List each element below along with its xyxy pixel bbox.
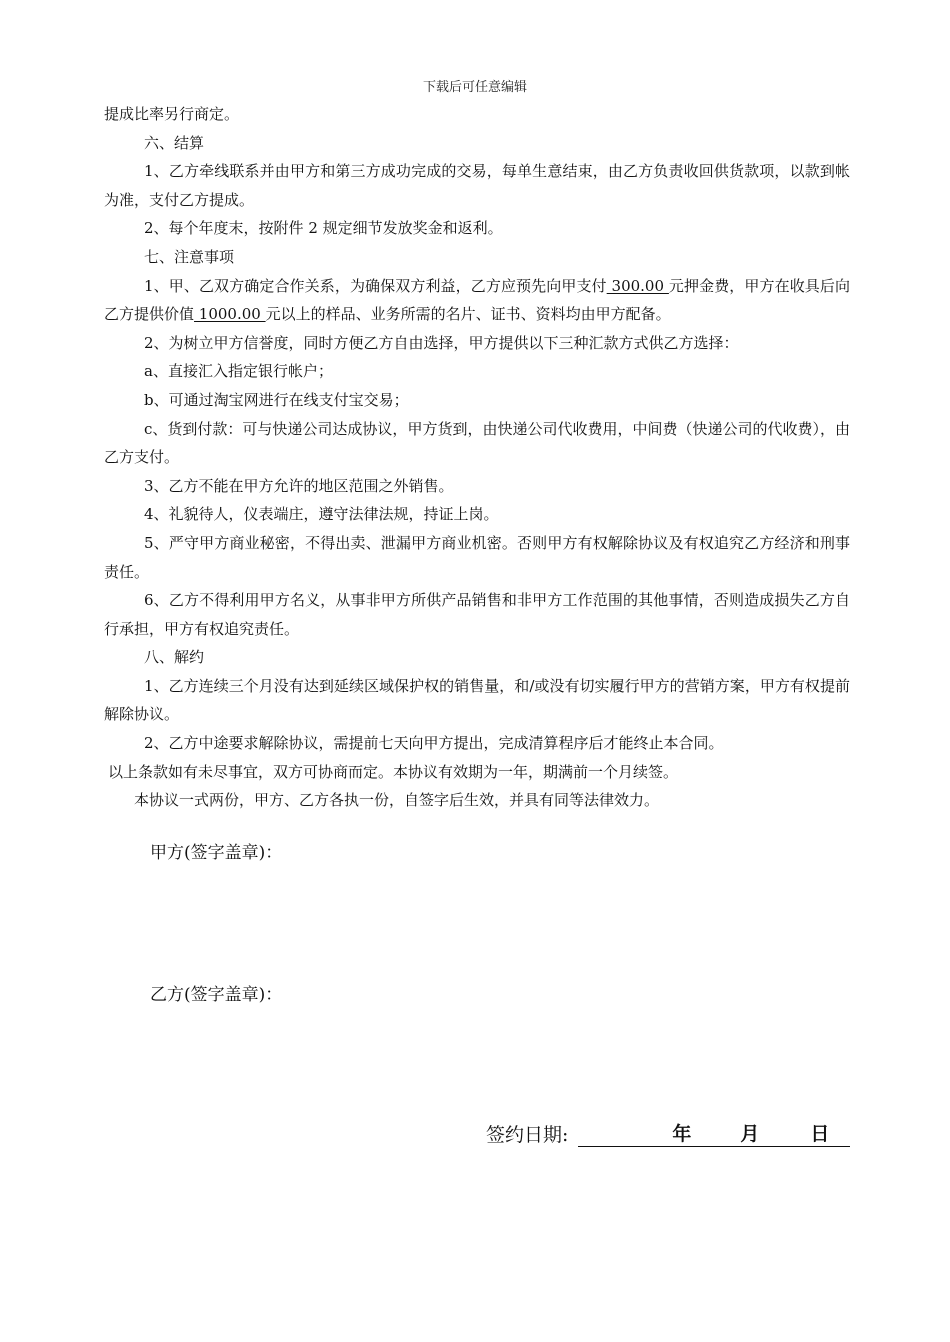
date-month-label: 月 [740, 1123, 760, 1145]
page-header: 下载后可任意编辑 [422, 80, 527, 95]
section-heading-settlement: 六、结算 [144, 133, 205, 152]
closing-paragraph-validity: 以上条款如有未尽事宜，双方可协商而定。本协议有效期为一年，期满前一个月续签。 [108, 762, 679, 781]
sample-value-amount: 1000.00 [194, 305, 266, 324]
clause-settlement-1: 1、乙方牵线联系并由甲方和第三方成功完成的交易，每单生意结束，由乙方负责收回供货款项，以款到帐为准，支付乙方提成。 [104, 162, 850, 209]
payment-option-b: b、可通过淘宝网进行在线支付宝交易； [144, 390, 409, 409]
clause-termination-1: 1、乙方连续三个月没有达到延续区域保护权的销售量，和/或没有切实履行甲方的营销方案，甲方有权提前解除协议。 [104, 676, 850, 724]
clause-notes-5: 5、严守甲方商业秘密，不得出卖、泄漏甲方商业机密。否则甲方有权解除协议及有权追究乙方经济和刑事责任。 [104, 533, 850, 581]
clause-notes-1-text-a: 1、甲、乙双方确定合作关系，为确保双方利益，乙方应预先向甲支付 [144, 276, 607, 295]
payment-option-c: c、货到付款：可与快递公司达成协议，甲方货到，由快递公司代收费用，中间费（快递公司的代收费），由乙方支付。 [104, 419, 850, 467]
clause-termination-2: 2、乙方中途要求解除协议，需提前七天向甲方提出，完成清算程序后才能终止本合同。 [144, 734, 724, 753]
deposit-amount: 300.00 [606, 276, 669, 295]
section-heading-termination: 八、解约 [144, 648, 205, 667]
clause-notes-6: 6、乙方不得利用甲方名义，从事非甲方所供产品销售和非甲方工作范围的其他事情，否则造成损失乙方自行承担，甲方有权追究责任。 [104, 591, 850, 638]
contract-body [104, 100, 850, 815]
signing-date-label: 签约日期: [486, 1124, 569, 1146]
date-year-label: 年 [672, 1123, 692, 1145]
clause-notes-2: 2、为树立甲方信誉度，同时方便乙方自由选择，甲方提供以下三种汇款方式供乙方选择： [144, 333, 739, 352]
clause-settlement-2: 2、每个年度末，按附件 2 规定细节发放奖金和返利。 [144, 219, 503, 238]
payment-option-a: a、直接汇入指定银行帐户； [144, 362, 333, 381]
paragraph-commission-note: 提成比率另行商定。 [104, 105, 240, 123]
date-day-label: 日 [810, 1123, 830, 1145]
clause-notes-3: 3、乙方不能在甲方允许的地区范围之外销售。 [144, 476, 454, 495]
signing-date-field [578, 1122, 850, 1147]
clause-notes-4: 4、礼貌待人，仪表端庄，遵守法律法规，持证上岗。 [144, 505, 499, 524]
party-b-signature-label: 乙方(签字盖章)： [150, 985, 283, 1005]
clause-notes-1 [104, 272, 850, 329]
section-heading-notes: 七、注意事项 [144, 247, 235, 266]
party-a-signature-label: 甲方(签字盖章)： [150, 843, 283, 863]
closing-paragraph-copies: 本协议一式两份，甲方、乙方各执一份，自签字后生效，并具有同等法律效力。 [134, 791, 660, 810]
clause-notes-1-text-e: 元以上的样品、业务所需的名片、证书、资料均由甲方配备。 [265, 305, 671, 324]
clause-notes-1-text-c: 元押金费，甲方在收具后向乙方提供价值 [104, 276, 850, 324]
signing-date-row [486, 1120, 850, 1147]
